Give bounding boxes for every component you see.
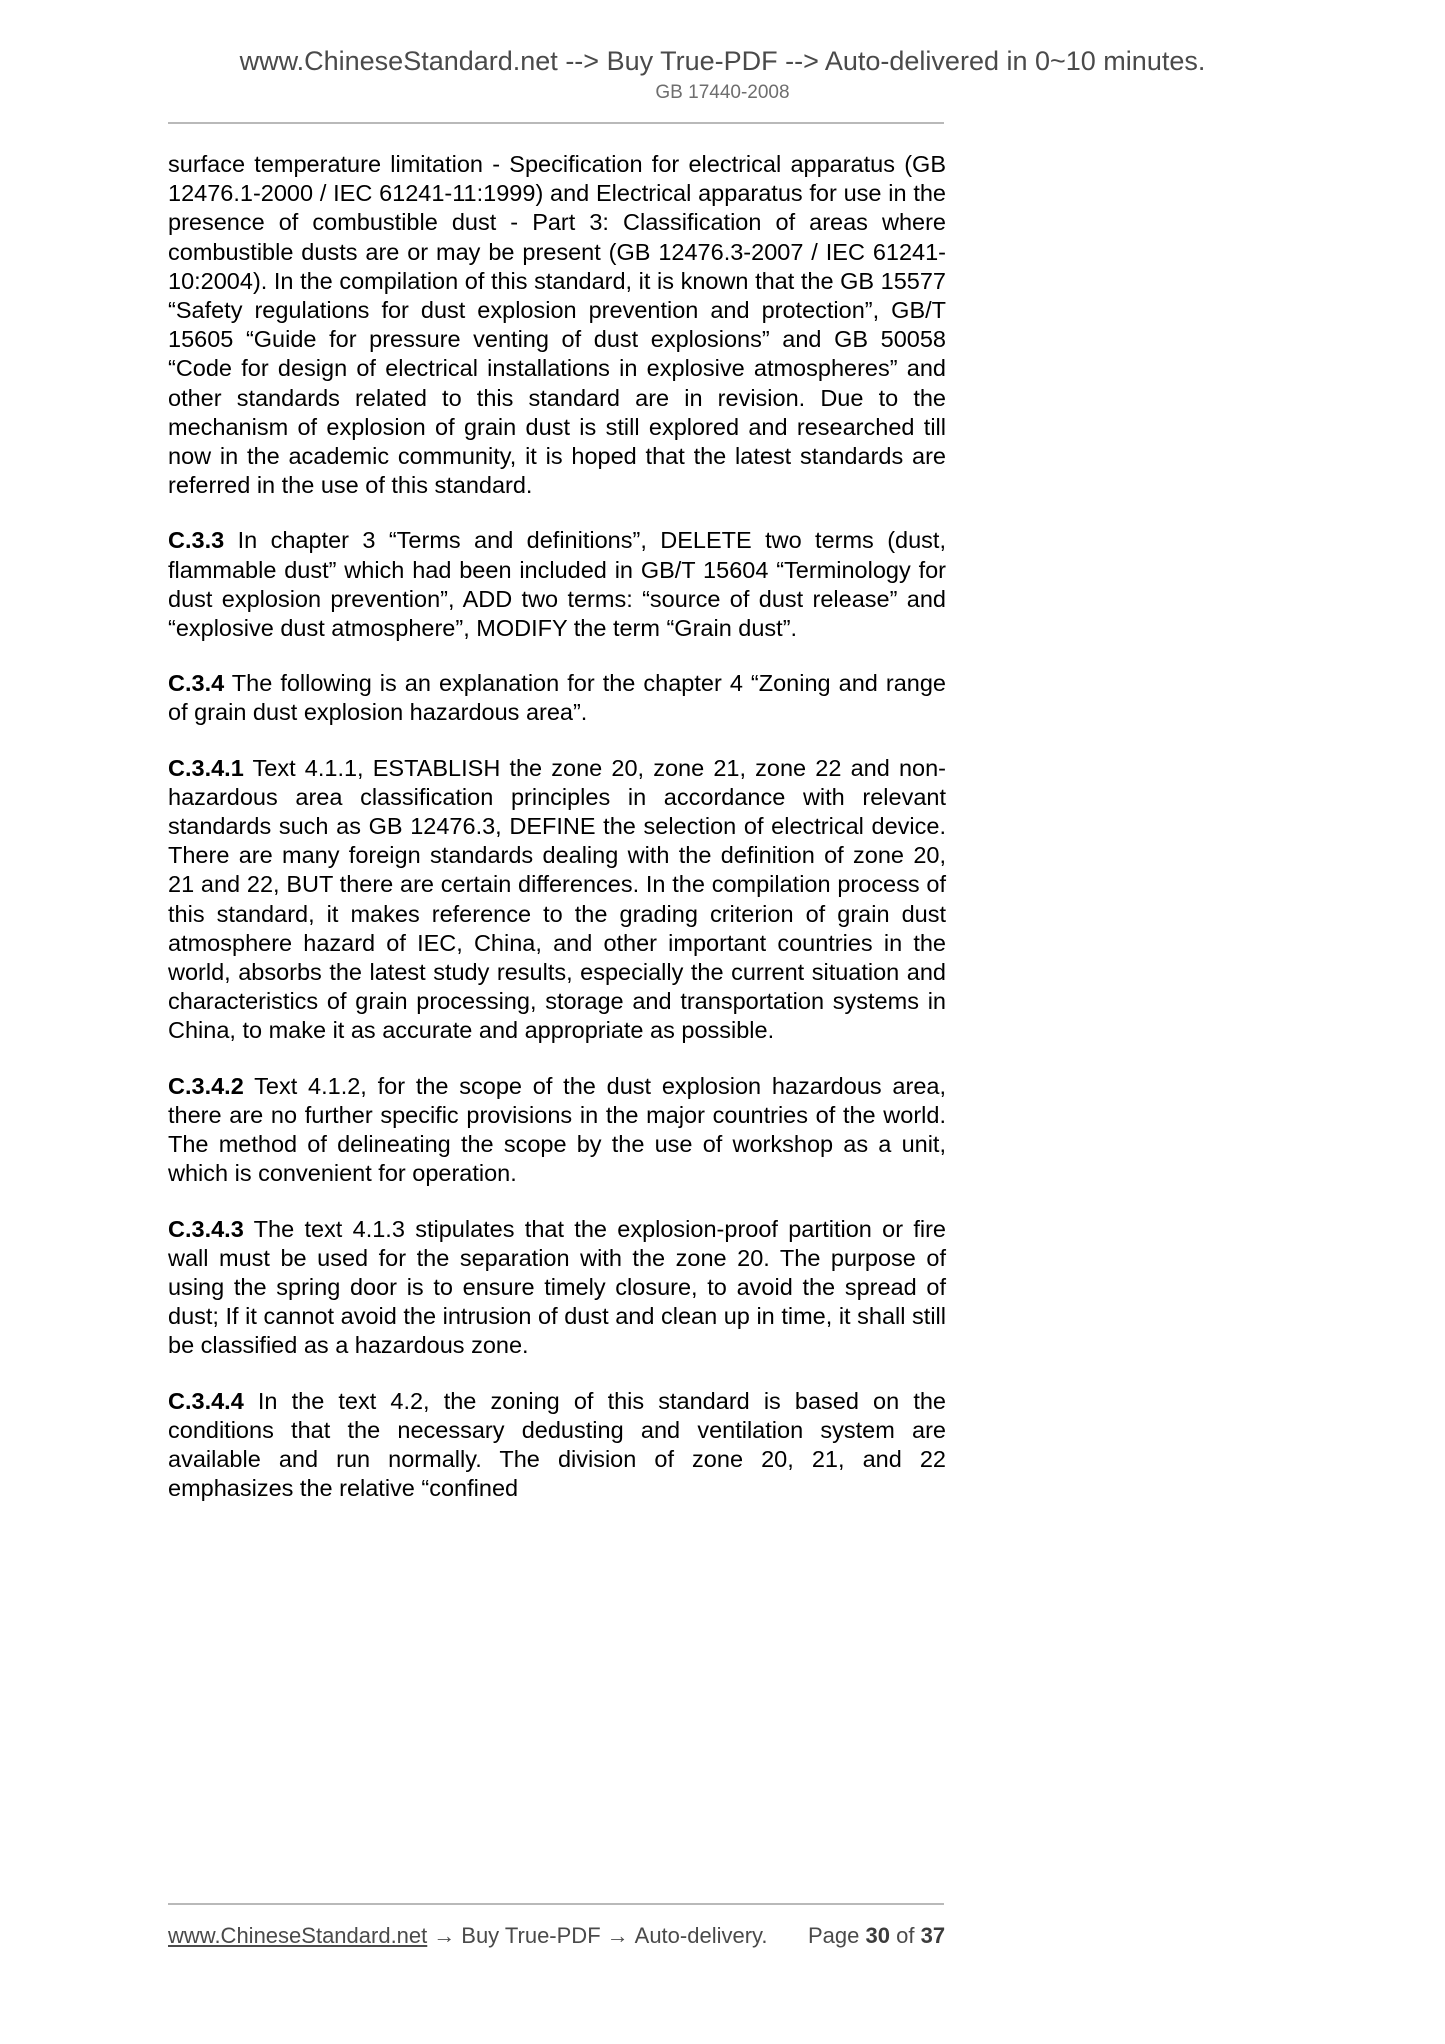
footer-site-link[interactable]: www.ChineseStandard.net [168, 1923, 428, 1948]
clause-number: C.3.4.1 [168, 754, 244, 781]
paragraph-c-3-4-4 [168, 1387, 946, 1504]
clause-number: C.3.4.3 [168, 1215, 244, 1242]
paragraph-c-3-3 [168, 526, 946, 643]
header-divider [168, 122, 944, 124]
page-indicator [808, 1919, 945, 1953]
paragraph-continuation [168, 150, 946, 500]
footer-buy-label: Buy True-PDF [461, 1923, 601, 1948]
page-footer [168, 1919, 1268, 1959]
watermark-text: www.ChineseStandard.net --> Buy True-PDF --> Auto-delivered in 0~10 minutes. [239, 46, 1206, 76]
paragraph-text: In the text 4.2, the zoning of this standard is based on the conditions that the necessary dedusting and ventilation system are available and run normally. The division of zone 20, 21, and 22 emphasizes the relative “confined [168, 1387, 946, 1502]
paragraph-c-3-4-1 [168, 754, 946, 1046]
paragraph-text: The text 4.1.3 stipulates that the explosion-proof partition or fire wall must be used for the separation with the zone 20. The purpose of using the spring door is to ensure timely closure, to avoid the spread of dust; If it cannot avoid the intrusion of dust and clean up in time, it shall still be classified as a hazardous zone. [168, 1215, 946, 1359]
paragraph-c-3-4 [168, 669, 946, 727]
paragraph-text: Text 4.1.2, for the scope of the dust explosion hazardous area, there are no further specific provisions in the major countries of the world. The method of delineating the scope by the use of workshop as a unit, which is convenient for operation. [168, 1072, 946, 1187]
page-total: 37 [920, 1923, 946, 1948]
document-body [168, 150, 946, 1503]
clause-number: C.3.3 [168, 527, 225, 554]
arrow-right-icon: → [606, 1923, 629, 1948]
paragraph-text: Text 4.1.1, ESTABLISH the zone 20, zone 21, zone 22 and non-hazardous area classification principles in accordance with relevant standards such as GB 12476.3, DEFINE the selection of electrical device. There are many foreign standards dealing with the definition of zone 20, 21 and 22, BUT there are certain differences. In the compilation process of this standard, it makes reference to the grading criterion of grain dust atmosphere hazard of IEC, China, and other important countries in the world, absorbs the latest study results, especially the current situation and characteristics of grain processing, storage and transportation systems in China, to make it as accurate and appropriate as possible. [168, 754, 946, 1044]
page-label: Page [808, 1923, 860, 1948]
clause-number: C.3.4.4 [168, 1387, 244, 1414]
clause-number: C.3.4 [168, 670, 225, 697]
footer-delivery-label: Auto-delivery. [634, 1923, 768, 1948]
paragraph-text: surface temperature limitation - Specification for electrical apparatus (GB 12476.1-2000 / IEC 61241-11:1999) and Electrical apparatus for use in the presence of combustible dust - Part 3: Classification of areas where combustible dusts are or may be present (GB 12476.3-2007 / IEC 61241-10:2004). In the compilation of this standard, it is known that the GB 15577 “Safety regulations for dust explosion prevention and protection”, GB/T 15605 “Guide for pressure venting of dust explosions” and GB 50058 “Code for design of electrical installations in explosive atmospheres” and other standards related to this standard are in revision. Due to the mechanism of explosion of grain dust is still explored and researched till now in the academic community, it is hoped that the latest standards are referred in the use of this standard. [168, 151, 946, 499]
standard-number: GB 17440-2008 [655, 82, 790, 103]
footer-promo [168, 1919, 768, 1953]
arrow-right-icon: → [433, 1923, 456, 1948]
of-label: of [896, 1923, 915, 1948]
page-header [0, 44, 1445, 106]
paragraph-text: In chapter 3 “Terms and definitions”, DELETE two terms (dust, flammable dust” which had been included in GB/T 15604 “Terminology for dust explosion prevention”, ADD two terms: “source of dust release” and “explosive dust atmosphere”, MODIFY the term “Grain dust”. [168, 527, 946, 642]
paragraph-text: The following is an explanation for the chapter 4 “Zoning and range of grain dust explosion hazardous area”. [168, 670, 946, 726]
paragraph-c-3-4-2 [168, 1072, 946, 1189]
footer-divider [168, 1903, 944, 1905]
paragraph-c-3-4-3 [168, 1215, 946, 1361]
clause-number: C.3.4.2 [168, 1072, 244, 1099]
page-number: 30 [865, 1923, 890, 1948]
